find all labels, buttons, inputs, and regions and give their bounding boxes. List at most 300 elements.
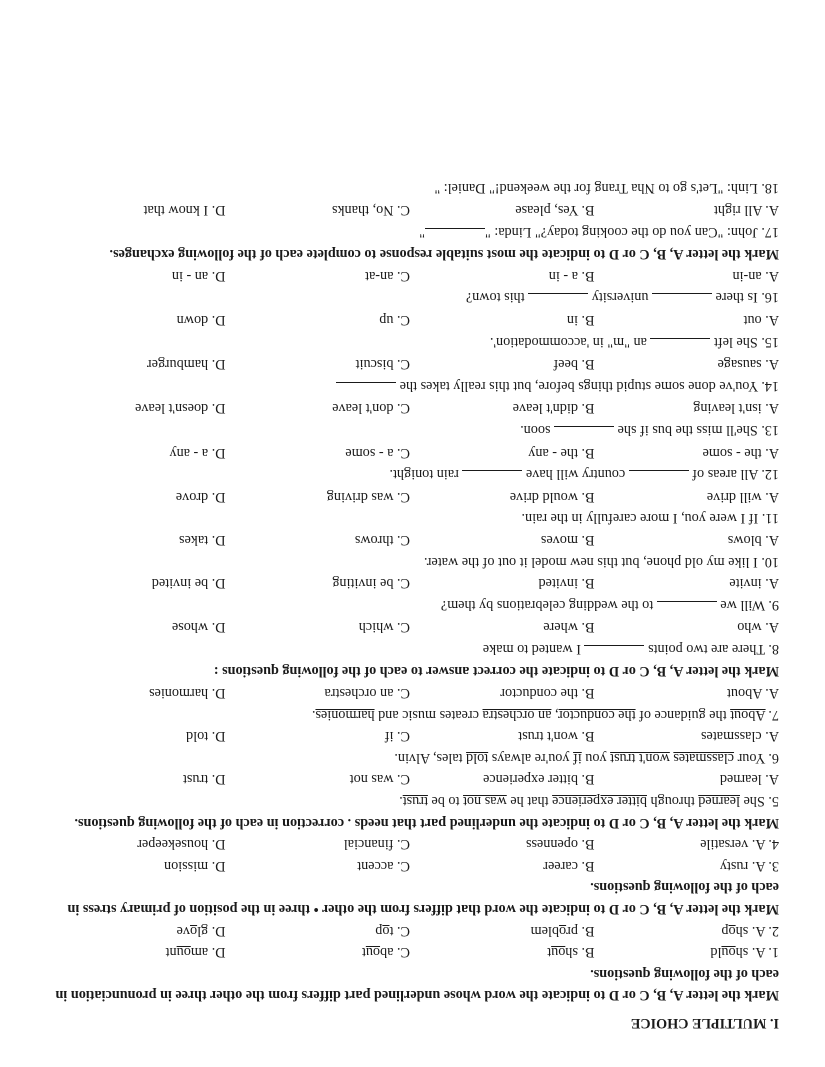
option-letter: D. [211, 619, 226, 636]
option-text: who [737, 619, 762, 636]
option-text: takes [179, 531, 209, 548]
options-row [41, 768, 779, 790]
answer-option[interactable] [410, 441, 595, 463]
answer-option[interactable] [41, 485, 226, 507]
answer-option[interactable] [595, 572, 780, 594]
answer-option[interactable] [226, 397, 411, 419]
options-row [41, 308, 779, 330]
option-letter: B. [581, 836, 595, 853]
underlined-part: if [573, 749, 582, 766]
option-letter: C. [396, 922, 410, 939]
option-letter: D. [211, 444, 226, 461]
question-number: 11. [761, 510, 779, 527]
question-number: 6. [768, 749, 779, 766]
option-text: won't trust [518, 728, 578, 745]
answer-option[interactable] [595, 353, 780, 375]
option-letter: A. [751, 922, 766, 939]
stem-text: rain tonight. [389, 466, 463, 483]
answer-option[interactable] [226, 682, 411, 704]
option-text: invited [538, 575, 578, 592]
underlined-part: harmonies [315, 706, 375, 723]
answer-option[interactable] [595, 264, 780, 286]
answer-option[interactable] [595, 682, 780, 704]
option-text: be inviting [332, 575, 394, 592]
question-number: 1. [768, 944, 779, 961]
option-text: sausage [717, 356, 762, 373]
section-instruction: Mark the letter A, B, C or D to indicate the word whose underlined part differs from the other three in pronunciation in each of the following questions. [55, 965, 779, 1004]
answer-blank[interactable] [652, 293, 712, 308]
answer-option[interactable] [41, 682, 226, 704]
option-text: down [176, 312, 209, 328]
question-stem [41, 637, 779, 660]
underlined-part: bitter experience [552, 793, 647, 810]
stem-text: you're always [488, 749, 574, 766]
answer-option[interactable] [41, 397, 226, 419]
option-text: will drive [706, 488, 762, 505]
option-letter: C. [396, 857, 410, 874]
stem-text: Will we [716, 596, 766, 613]
option-text: out [743, 312, 762, 328]
option-letter: B. [581, 356, 595, 373]
answer-option[interactable] [41, 768, 226, 790]
option-text: isn't leaving [693, 400, 762, 417]
stem-text: Your [734, 749, 766, 766]
question-stem [41, 550, 779, 572]
stem-text: Linh: "Let's go to Nha Trang for the weekend!" Daniel: " [434, 180, 758, 197]
option-text: beef [553, 356, 578, 373]
option-letter: B. [581, 728, 595, 745]
option-text: I know that [143, 202, 209, 219]
option-text: would drive [509, 488, 578, 505]
option-letter: A. [765, 685, 779, 702]
question-stem [41, 507, 779, 529]
option-letter: D. [211, 685, 226, 702]
answer-option[interactable] [410, 353, 595, 375]
question-number: 4. [768, 836, 779, 853]
answer-option[interactable] [410, 264, 595, 286]
stem-text: that he [506, 793, 553, 810]
stem-text [670, 750, 674, 766]
option-letter: B. [581, 771, 595, 788]
option-text: a - some [345, 444, 394, 461]
question-stem [41, 177, 779, 199]
option-text-pre: t [389, 922, 394, 939]
question-number: 10. [761, 553, 779, 570]
stem-text: to be [427, 793, 464, 810]
answer-blank[interactable] [657, 601, 717, 616]
question-number: 17. [761, 223, 779, 240]
option-letter: C. [396, 356, 410, 373]
underlined-part: an orchestra [482, 706, 552, 723]
answer-option[interactable] [226, 833, 411, 855]
answer-option[interactable] [226, 308, 411, 330]
option-letter: D. [211, 488, 226, 505]
option-letter: B. [581, 312, 595, 328]
options-row [41, 198, 779, 220]
underlined-part: learned [698, 793, 740, 810]
question-stem [41, 789, 779, 811]
option-letter: B. [581, 575, 595, 592]
option-letter: C. [396, 202, 410, 219]
question-number: 12. [761, 466, 779, 483]
answer-option[interactable] [41, 528, 226, 550]
option-underlined: ou [721, 944, 736, 961]
option-text: No, thanks [331, 202, 394, 219]
answer-option[interactable] [595, 528, 780, 550]
option-text: whose [171, 619, 209, 636]
stem-text: " [419, 223, 425, 240]
question-number: 3. [768, 857, 779, 874]
answer-option[interactable] [226, 485, 411, 507]
option-letter: A. [765, 202, 779, 219]
option-letter: A. [765, 444, 779, 461]
stem-text: Is there [712, 289, 758, 306]
option-letter: A. [765, 575, 779, 592]
question-stem [41, 220, 779, 243]
answer-blank[interactable] [528, 293, 588, 308]
answer-option[interactable] [410, 941, 595, 963]
option-text: if [384, 728, 394, 745]
option-letter: C. [396, 575, 410, 592]
option-letter: A. [765, 771, 779, 788]
answer-option[interactable] [595, 308, 780, 330]
answer-option[interactable] [410, 616, 595, 638]
option-letter: D. [211, 400, 226, 417]
answer-blank[interactable] [554, 426, 614, 441]
answer-option[interactable] [410, 768, 595, 790]
option-text: classmates [700, 728, 762, 745]
question-number: 5. [768, 793, 779, 810]
question-number: 13. [761, 421, 779, 438]
question-stem [41, 746, 779, 768]
stem-text: this town? [465, 289, 529, 306]
question-number: 16. [761, 289, 779, 306]
stem-text: creates music and [374, 706, 483, 723]
options-row [41, 725, 779, 747]
option-letter: C. [396, 531, 410, 548]
options-row [41, 441, 779, 463]
option-text-pre: sh [565, 944, 578, 961]
question-number: 7. [768, 706, 779, 723]
answer-option[interactable] [595, 441, 780, 463]
option-text-post: ve [176, 922, 191, 939]
question-number: 2. [768, 922, 779, 939]
option-letter: D. [211, 922, 226, 939]
option-text: was not [349, 771, 394, 788]
option-letter: B. [581, 400, 595, 417]
answer-option[interactable] [41, 572, 226, 594]
stem-text: She'll miss the bus if she [614, 421, 758, 438]
answer-option[interactable] [410, 485, 595, 507]
option-letter: C. [396, 771, 410, 788]
option-underlined: ou [176, 944, 191, 961]
stem-text: the guidance of [635, 706, 731, 723]
option-letter: A. [765, 312, 779, 328]
option-letter: D. [211, 267, 226, 284]
answer-option[interactable] [595, 941, 780, 963]
underlined-part: won't trust [610, 749, 670, 766]
answer-option[interactable] [226, 941, 411, 963]
option-letter: A. [765, 267, 779, 284]
answer-option[interactable] [595, 854, 780, 876]
option-text: accent [357, 857, 394, 874]
option-text-post: ld [710, 944, 722, 961]
sections-container [41, 177, 779, 1006]
answer-option[interactable] [41, 264, 226, 286]
answer-option[interactable] [226, 725, 411, 747]
option-text: housekeeper [137, 836, 209, 853]
underlined-part: told [466, 749, 489, 766]
option-text: an-at [365, 267, 394, 284]
question-stem [41, 703, 779, 725]
option-text-pre: ab [380, 944, 394, 961]
stem-text: There are two points [644, 640, 766, 657]
option-letter: D. [211, 202, 226, 219]
option-text: financial [343, 836, 394, 853]
option-text: didn't leave [512, 400, 578, 417]
option-letter: B. [581, 619, 595, 636]
option-underlined: o [728, 922, 736, 939]
stem-text: , [551, 706, 559, 723]
option-letter: A. [765, 488, 779, 505]
options-row [41, 682, 779, 704]
question-stem [41, 330, 779, 353]
option-letter: C. [396, 312, 410, 328]
option-letter: A. [765, 728, 779, 745]
answer-option[interactable] [226, 854, 411, 876]
answer-blank[interactable] [585, 645, 645, 660]
option-letter: B. [581, 922, 595, 939]
answer-blank[interactable] [336, 382, 396, 397]
exam-content [41, 177, 779, 1033]
answer-option[interactable] [595, 616, 780, 638]
options-row [41, 616, 779, 638]
option-letter: B. [581, 202, 595, 219]
option-underlined: o [559, 922, 567, 939]
answer-option[interactable] [41, 198, 226, 220]
option-letter: A. [765, 356, 779, 373]
option-underlined: o [190, 922, 198, 939]
option-text-post: t [361, 944, 366, 961]
stem-text: to the wedding celebrations by them? [440, 596, 657, 613]
answer-option[interactable] [226, 768, 411, 790]
option-letter: B. [581, 857, 595, 874]
answer-option[interactable] [595, 833, 780, 855]
option-text: learned [719, 771, 762, 788]
section-instruction: Mark the letter A, B, C or D to indicate the most suitable response to complete each of the following exchanges. [109, 246, 779, 263]
option-letter: D. [211, 356, 226, 373]
section-instruction: Mark the letter A, B, C or D to indicate the correct answer to each of the following questions : [213, 663, 779, 680]
option-text: rusty [719, 857, 749, 874]
option-text: About [726, 685, 763, 702]
answer-option[interactable] [41, 353, 226, 375]
answer-option[interactable] [410, 833, 595, 855]
underlined-part: About [730, 706, 766, 723]
question-number: 15. [761, 333, 779, 350]
option-text: Yes, please [515, 202, 579, 219]
answer-option[interactable] [410, 572, 595, 594]
stem-text: She [739, 793, 765, 810]
option-letter: C. [396, 685, 410, 702]
option-text: was driving [326, 488, 394, 505]
underlined-part: classmates [673, 749, 735, 766]
option-text: a - in [548, 267, 578, 284]
answer-option[interactable] [595, 768, 780, 790]
options-row [41, 572, 779, 594]
options-row [41, 485, 779, 507]
option-letter: C. [396, 728, 410, 745]
option-letter: C. [396, 444, 410, 461]
answer-option[interactable] [226, 572, 411, 594]
option-letter: C. [396, 836, 410, 853]
option-letter: A. [765, 400, 779, 417]
answer-option[interactable] [226, 919, 411, 941]
option-letter: D. [211, 531, 226, 548]
option-text: throws [354, 531, 394, 548]
answer-blank[interactable] [629, 470, 689, 485]
answer-blank[interactable] [462, 470, 522, 485]
option-letter: B. [581, 531, 595, 548]
answer-option[interactable] [410, 919, 595, 941]
answer-option[interactable] [226, 198, 411, 220]
option-text-pre: sh [735, 944, 749, 961]
page-title: I. MULTIPLE CHOICE [630, 1015, 779, 1031]
stem-text: John: "Can you do the cooking today?" Linda: " [485, 223, 758, 240]
options-row [41, 833, 779, 855]
option-text-pre: pr [566, 922, 578, 939]
option-underlined: ou [551, 944, 566, 961]
question-stem [41, 593, 779, 616]
answer-option[interactable] [410, 198, 595, 220]
answer-option[interactable] [226, 353, 411, 375]
option-text: the conductor [500, 685, 578, 702]
stem-text: She left [710, 333, 758, 350]
option-text: openness [525, 836, 578, 853]
answer-option[interactable] [595, 725, 780, 747]
options-row [41, 919, 779, 941]
answer-option[interactable] [410, 397, 595, 419]
option-letter: B. [581, 267, 595, 284]
option-text: doesn't leave [135, 400, 209, 417]
answer-option[interactable] [41, 941, 226, 963]
options-row [41, 528, 779, 550]
option-text: versatile [700, 836, 749, 853]
answer-option[interactable] [226, 616, 411, 638]
answer-option[interactable] [595, 919, 780, 941]
question-stem [41, 286, 779, 309]
option-text: drove [175, 488, 209, 505]
option-text: invite [729, 575, 762, 592]
answer-option[interactable] [41, 441, 226, 463]
option-letter: A. [751, 944, 766, 961]
stem-text: through [647, 793, 699, 810]
option-letter: C. [396, 619, 410, 636]
stem-text: tales, Alvin. [394, 749, 467, 766]
question-number: 9. [768, 596, 779, 613]
option-text: up [379, 312, 394, 328]
answer-option[interactable] [226, 528, 411, 550]
option-text: where [543, 619, 578, 636]
stem-text: soon. [520, 421, 555, 438]
option-text: an - in [171, 267, 209, 284]
question-stem [41, 463, 779, 486]
answer-option[interactable] [410, 854, 595, 876]
option-text: blows [727, 531, 762, 548]
answer-blank[interactable] [425, 228, 485, 243]
answer-option[interactable] [41, 308, 226, 330]
answer-option[interactable] [226, 441, 411, 463]
option-text: the - some [702, 444, 762, 461]
options-row [41, 941, 779, 963]
stem-text: . [311, 706, 316, 723]
option-underlined: ou [365, 944, 381, 961]
option-letter: D. [211, 857, 226, 874]
answer-option[interactable] [410, 725, 595, 747]
answer-option[interactable] [226, 264, 411, 286]
option-text: the - any [528, 444, 578, 461]
option-text: don't leave [332, 400, 394, 417]
stem-text: If I were you, I more carefully in the rain. [521, 510, 759, 527]
answer-option[interactable] [41, 854, 226, 876]
option-text: told [186, 728, 209, 745]
option-text: trust [182, 771, 209, 788]
option-underlined: o [382, 922, 390, 939]
section-instruction: Mark the letter A, B, C or D to indicate the word that differs from the other • three in the position of primary stress in each of the following questions. [67, 879, 779, 918]
options-row [41, 397, 779, 419]
option-letter: C. [396, 267, 410, 284]
option-letter: B. [581, 444, 595, 461]
answer-option[interactable] [595, 198, 780, 220]
option-text: in [566, 312, 578, 328]
option-text-pre: am [190, 944, 209, 961]
answer-option[interactable] [410, 528, 595, 550]
answer-option[interactable] [41, 725, 226, 747]
option-letter: D. [211, 771, 226, 788]
option-text-pre: sh [735, 922, 749, 939]
answer-option[interactable] [41, 833, 226, 855]
option-text-pre: gl [197, 922, 209, 939]
stem-text: university [588, 289, 653, 306]
question-stem [41, 418, 779, 441]
option-letter: C. [396, 400, 410, 417]
option-text: moves [540, 531, 578, 548]
answer-option[interactable] [410, 682, 595, 704]
answer-blank[interactable] [650, 338, 710, 353]
underlined-part: the conductor [558, 706, 636, 723]
answer-option[interactable] [41, 919, 226, 941]
options-row [41, 264, 779, 286]
stem-text: country will have [522, 466, 629, 483]
option-text: mission [164, 857, 209, 874]
option-text-post: p [375, 922, 383, 939]
option-text: harmonies [149, 685, 209, 702]
option-letter: D. [211, 944, 226, 961]
stem-text: . [399, 793, 403, 810]
stem-text: All areas of [688, 466, 759, 483]
answer-option[interactable] [410, 308, 595, 330]
option-letter: B. [581, 944, 595, 961]
answer-option[interactable] [595, 485, 780, 507]
stem-text: You've done some stupid things before, but this really takes the [396, 377, 759, 394]
answer-option[interactable] [595, 397, 780, 419]
options-row [41, 353, 779, 375]
option-letter: D. [211, 728, 226, 745]
option-letter: C. [396, 488, 410, 505]
answer-option[interactable] [41, 616, 226, 638]
option-letter: B. [581, 685, 595, 702]
question-number: 8. [768, 640, 779, 657]
stem-text: I like my old phone, but this new model it out of the water. [423, 553, 758, 570]
